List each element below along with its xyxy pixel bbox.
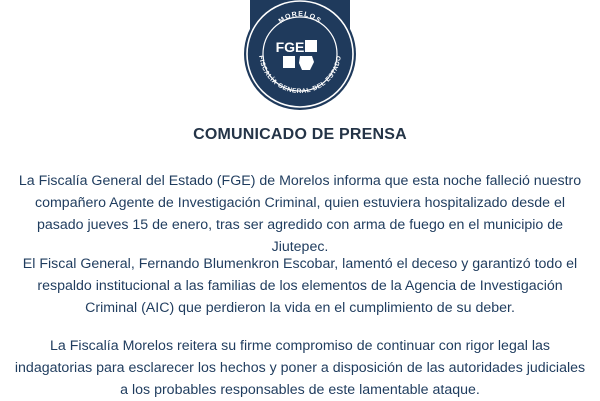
fge-seal-icon <box>242 0 358 112</box>
logo-top-text: MORELOS <box>277 10 323 26</box>
logo-initials: FGE <box>275 39 305 55</box>
paragraph-1: La Fiscalía General del Estado (FGE) de Morelos informa que esta noche falleció nuestro compañero Agente de Investigación Criminal, quien estuviera hospitalizado desde el pasado jueves 15 de enero, tras ser agredido con arma de fuego en el municipio de Jiutepec. <box>18 173 582 255</box>
eye-emblem-icon <box>283 56 295 68</box>
logo-ring-text: FISCALÍA GENERAL DEL ESTADO <box>257 55 343 96</box>
page-title: COMUNICADO DE PRENSA <box>193 126 407 143</box>
paragraph-3: La Fiscalía Morelos reitera su firme compromiso de continuar con rigor legal las indagatorias para esclarecer los hechos y poner a disposición de las autoridades judiciales a los probables responsables de este lamentable ataque. <box>14 338 586 398</box>
paragraph-2: El Fiscal General, Fernando Blumenkron Escobar, lamentó el deceso y garantizó todo el respaldo institucional a las familias de los elementos de la Agencia de Investigación Criminal (AIC) que perdieron la vida en el cumplimiento de su deber. <box>22 256 578 316</box>
scale-emblem-icon <box>305 40 317 52</box>
fge-logo <box>242 0 358 112</box>
